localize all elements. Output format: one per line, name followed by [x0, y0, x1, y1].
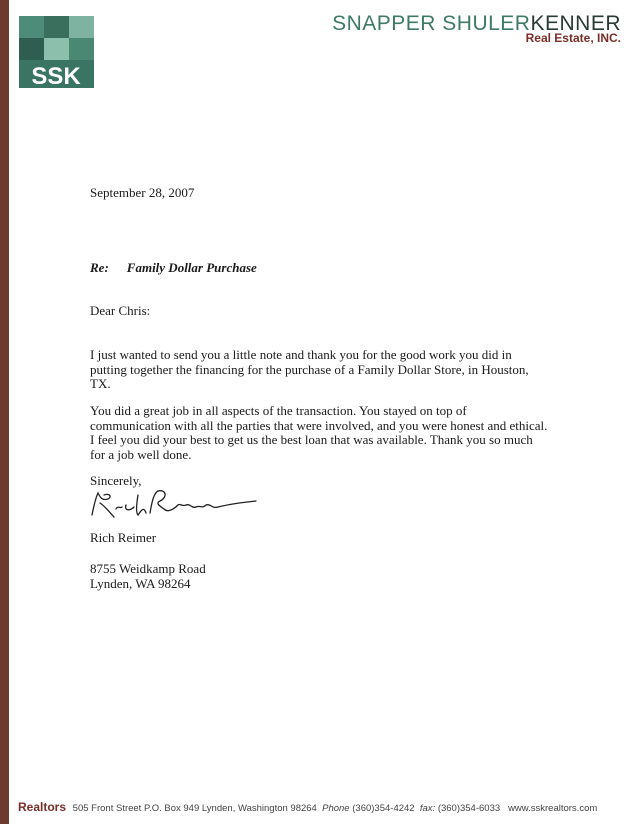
signer-name: Rich Reimer: [90, 530, 157, 545]
company-name-part2: KENNER: [530, 12, 621, 35]
closing: Sincerely,: [90, 473, 142, 488]
footer-fax: (360)354-6033: [437, 803, 501, 814]
footer-phone-label: Phone: [322, 803, 350, 814]
footer-website: www.sskrealtors.com: [508, 803, 598, 814]
footer-realtors: Realtors: [18, 800, 67, 814]
left-margin-bar: [0, 0, 9, 824]
footer: [18, 800, 597, 814]
address-line-1: 8755 Weidkamp Road: [90, 561, 206, 576]
salutation: Dear Chris:: [90, 303, 151, 318]
company-name-part1: SNAPPER SHULER: [332, 12, 531, 35]
re-subject: Family Dollar Purchase: [126, 260, 257, 275]
letter-date: September 28, 2007: [90, 185, 195, 200]
paragraph-2: You did a great job in all aspects of the transaction. You stayed on top of communication with all the parties that were involved, and you were honest and ethical. I feel you did your best to get us the best loan that was available. Thank you so much for a job well done.: [90, 403, 548, 462]
ssk-logo: [19, 16, 94, 88]
re-label: Re:: [90, 260, 109, 275]
address-line-2: Lynden, WA 98264: [90, 576, 191, 591]
handwritten-signature: [86, 487, 266, 521]
footer-phone: (360)354-4242: [352, 803, 415, 814]
re-line: [90, 261, 257, 276]
paragraph-1: I just wanted to send you a little note and thank you for the good work you did in putting together the financing for the purchase of a Family Dollar Store, in Houston, TX.: [90, 347, 529, 391]
footer-address: 505 Front Street P.O. Box 949 Lynden, Washington 98264: [72, 803, 317, 814]
svg-text:SSK: SSK: [31, 63, 81, 88]
footer-fax-label: fax:: [419, 803, 436, 814]
company-subtitle: Real Estate, INC.: [525, 31, 621, 45]
